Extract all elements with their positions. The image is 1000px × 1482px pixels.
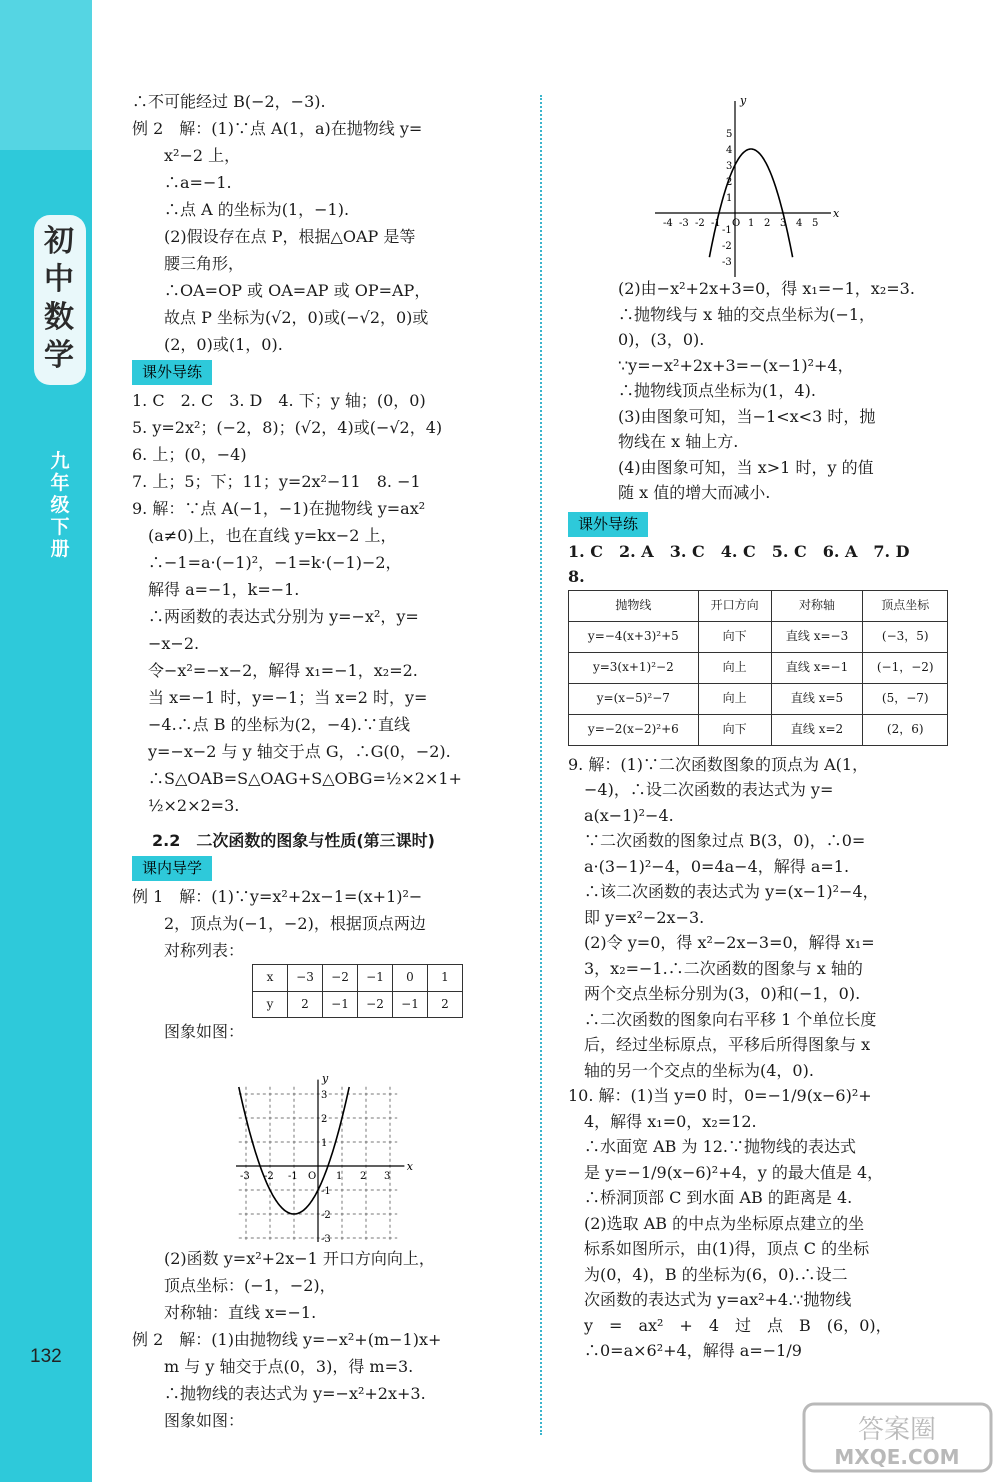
text-line: (2)假设存在点 P，根据△OAP 是等 xyxy=(132,227,416,246)
example1-text xyxy=(132,883,532,964)
text-line: ∴抛物线的表达式为 y=−x²+2x+3. xyxy=(132,1384,426,1403)
table-cell: 2 xyxy=(288,991,323,1018)
table-cell: 1 xyxy=(428,965,463,992)
table-cell: 0 xyxy=(393,965,428,992)
x-tick-label: -4 xyxy=(663,218,673,229)
x-tick-label: -3 xyxy=(240,1171,250,1182)
text-line: 后，经过坐标原点，平移后所得图象与 x xyxy=(568,1035,871,1054)
section-title: 2.2 二次函数的图象与性质(第三课时) xyxy=(152,831,435,850)
x-tick-label: 1 xyxy=(748,218,755,229)
table-cell: 直线 x=−3 xyxy=(771,621,863,652)
table-cell: y=−2(x−2)²+6 xyxy=(569,714,699,745)
table-cell: −1 xyxy=(358,965,393,992)
text-line: x²−2 上， xyxy=(132,146,241,165)
grade-char: 册 xyxy=(50,538,70,560)
y-tick-label: -1 xyxy=(722,225,732,236)
y-tick-label: 4 xyxy=(726,145,733,156)
text-line: 9. 解：∵点 A(−1，−1)在抛物线 y=ax² xyxy=(132,499,426,518)
text-line: 7. 上；5；下；11；y=2x²−11 8. −1 xyxy=(132,472,421,491)
page-number: 132 xyxy=(30,1346,62,1367)
right-top-text xyxy=(568,276,963,506)
table-header-cell: 对称轴 xyxy=(771,590,863,621)
q8-label: 8. xyxy=(568,567,585,586)
section-tag-in-class: 课内导学 xyxy=(132,856,212,881)
text-line: ∴a=−1. xyxy=(132,173,232,192)
table-cell: −1 xyxy=(323,991,358,1018)
y-tick-label: -1 xyxy=(321,1186,331,1197)
text-line: 2，顶点为(−1，−2)，根据顶点两边 xyxy=(132,914,426,933)
table-cell: 直线 x=5 xyxy=(771,683,863,714)
y-tick-label: -3 xyxy=(722,257,732,268)
svg-text:答案圈: 答案圈 xyxy=(857,1415,937,1445)
text-line: 随 x 值的增大而减小. xyxy=(618,483,771,502)
section-tag-extra-practice-2: 课外导练 xyxy=(568,512,648,537)
text-line: 10. 解：(1)当 y=0 时，0=−1/9(x−6)²+ xyxy=(568,1086,872,1105)
text-line: 例 1 解：(1)∵y=x²+2x−1=(x+1)²− xyxy=(132,887,423,906)
grade-char: 年 xyxy=(50,472,70,494)
text-line: ∴两函数的表达式分别为 y=−x²，y= xyxy=(132,607,419,626)
subject-char: 中 xyxy=(44,262,76,297)
parabola-graph-2 xyxy=(655,92,855,277)
x-axis-label: x xyxy=(833,207,840,220)
text-line: 轴的另一个交点的坐标为(4，0). xyxy=(568,1060,814,1080)
text-line: ∴该二次函数的表达式为 y=(x−1)²−4， xyxy=(568,882,879,901)
text-line: 0)，(3，0). xyxy=(618,330,705,349)
table-cell: (−3，5) xyxy=(863,621,948,652)
y-tick-label: 1 xyxy=(321,1138,328,1149)
x-tick-label: 2 xyxy=(360,1171,367,1182)
text-line: 是 y=−1/9(x−6)²+4，y 的最大值是 4， xyxy=(568,1162,884,1182)
table-cell: 向上 xyxy=(698,683,771,714)
text-line: 顶点坐标：(−1，−2)， xyxy=(132,1276,336,1295)
text-line: (a≠0)上，也在直线 y=kx−2 上， xyxy=(132,526,397,545)
text-line: 标系如图所示，由(1)得，顶点 C 的坐标 xyxy=(568,1239,870,1258)
y-tick-label: 3 xyxy=(321,1090,328,1101)
table-cell: (−1，−2) xyxy=(863,652,948,683)
text-line: −4)，∴设二次函数的表达式为 y= xyxy=(568,780,834,799)
text-line: (4)由图象可知，当 x>1 时，y 的值 xyxy=(618,457,874,477)
text-line: 9. 解：(1)∵二次函数图象的顶点为 A(1， xyxy=(568,754,869,774)
text-line: y=−x−2 与 y 轴交于点 G，∴G(0，−2). xyxy=(132,742,451,761)
text-line: 即 y=x²−2x−3. xyxy=(568,907,705,927)
x-tick-label: -1 xyxy=(711,218,721,229)
table-header-row xyxy=(569,590,948,621)
y-tick-label: 5 xyxy=(726,129,733,140)
text-line: 3，x₂=−1.∴二次函数的图象与 x 轴的 xyxy=(568,958,863,978)
table-cell: y xyxy=(253,991,288,1018)
y-tick-label: -2 xyxy=(722,241,732,252)
grade-label xyxy=(40,450,80,560)
sidebar-band xyxy=(0,0,92,150)
table-cell: y=(x−5)²−7 xyxy=(569,683,699,714)
text-line: 4，解得 x₁=0，x₂=12. xyxy=(568,1111,757,1131)
x-tick-label: -2 xyxy=(695,218,705,229)
y-tick-label: -3 xyxy=(321,1234,331,1242)
answers-line: 1. C 2. A 3. C 4. C 5. C 6. A 7. D xyxy=(568,541,910,561)
parabola-graph-1 xyxy=(236,1064,416,1242)
x-tick-label: 4 xyxy=(796,218,803,229)
watermark-logo xyxy=(800,1400,995,1475)
table-cell: 直线 x=2 xyxy=(771,714,863,745)
text-line: 当 x=−1 时，y=−1；当 x=2 时，y= xyxy=(132,688,428,707)
text-line: m 与 y 轴交于点(0，3)，得 m=3. xyxy=(132,1357,414,1376)
table-row xyxy=(253,965,463,992)
table-cell: −2 xyxy=(358,991,393,1018)
x-tick-label: -1 xyxy=(288,1171,298,1182)
table-cell: y=3(x+1)²−2 xyxy=(569,652,699,683)
text-line: ∴S△OAB=S△OAG+S△OBG=½×2×1+ xyxy=(132,769,462,788)
text-line: (2，0)或(1，0). xyxy=(132,335,283,354)
table-cell: x xyxy=(253,965,288,992)
text-line: ∵二次函数的图象过点 B(3，0)，∴0= xyxy=(568,831,866,850)
text-line: 解得 a=−1，k=−1. xyxy=(132,580,300,599)
table-cell: y=−4(x+3)²+5 xyxy=(569,621,699,652)
table-row xyxy=(569,652,948,683)
x-tick-label: 5 xyxy=(812,218,819,229)
table-cell: −2 xyxy=(323,965,358,992)
text-line: (3)由图象可知，当−1<x<3 时，抛 xyxy=(618,406,876,426)
left-top-text xyxy=(132,88,532,358)
text-line: a·(3−1)²−4，0=4a−4，解得 a=1. xyxy=(568,856,850,876)
y-axis-label: y xyxy=(740,94,747,108)
table-cell: −3 xyxy=(288,965,323,992)
table-row xyxy=(569,714,948,745)
x-tick-label: 3 xyxy=(384,1171,391,1182)
right-column xyxy=(568,276,963,1364)
text-line: ∴−1=a·(−1)²，−1=k·(−1)−2， xyxy=(132,553,402,572)
y-tick-label: 2 xyxy=(321,1114,328,1125)
text-line: 对称列表： xyxy=(132,941,245,960)
y-tick-label: 2 xyxy=(726,177,733,188)
subject-char: 初 xyxy=(44,224,76,259)
text-line: ∴OA=OP 或 OA=AP 或 OP=AP， xyxy=(132,281,431,300)
graph-caption: 图象如图： xyxy=(132,1022,245,1041)
text-line: 物线在 x 轴上方. xyxy=(618,432,739,451)
text-line: −x−2. xyxy=(132,634,200,653)
text-line: 5. y=2x²；(−2，8)；(√2，4)或(−√2，4) xyxy=(132,418,443,437)
y-axis-label: y xyxy=(322,1072,329,1085)
subject-label xyxy=(34,215,86,385)
table-cell: 向上 xyxy=(698,652,771,683)
table-header-cell: 顶点坐标 xyxy=(863,590,948,621)
table-header-cell: 抛物线 xyxy=(569,590,699,621)
column-divider xyxy=(540,95,542,1435)
table-header-cell: 开口方向 xyxy=(698,590,771,621)
y-tick-label: -2 xyxy=(321,1210,331,1221)
x-tick-label: 1 xyxy=(336,1171,343,1182)
text-line: 两个交点坐标分别为(3，0)和(−1，0). xyxy=(568,984,861,1003)
table-cell: 2 xyxy=(428,991,463,1018)
table-cell: 向下 xyxy=(698,714,771,745)
text-line: 对称轴：直线 x=−1. xyxy=(132,1303,317,1322)
table-cell: (5，−7) xyxy=(863,683,948,714)
x-axis-label: x xyxy=(406,1160,414,1173)
grade-char: 级 xyxy=(50,494,70,516)
value-table xyxy=(252,964,463,1018)
text-line: ∴不可能经过 B(−2，−3). xyxy=(132,92,326,111)
text-line: −4.∴点 B 的坐标为(2，−4).∵直线 xyxy=(132,715,410,734)
text-line: 6. 上；(0，−4) xyxy=(132,445,247,464)
text-line: (2)令 y=0，得 x²−2x−3=0，解得 x₁= xyxy=(568,933,875,952)
x-tick-label: O xyxy=(308,1171,317,1182)
text-line: ½×2×2=3. xyxy=(132,796,240,815)
subject-char: 学 xyxy=(44,338,76,373)
text-line: y = ax² + 4 过 点 B (6，0)， xyxy=(568,1315,892,1335)
subject-char: 数 xyxy=(44,300,76,335)
text-line: (2)选取 AB 的中点为坐标原点建立的坐 xyxy=(568,1213,865,1233)
grade-char: 下 xyxy=(50,516,70,538)
x-tick-label: 3 xyxy=(780,218,787,229)
x-tick-label: 2 xyxy=(764,218,771,229)
text-line: 腰三角形， xyxy=(132,254,245,273)
text-line: ∴0=a×6²+4，解得 a=−1/9 xyxy=(568,1341,802,1360)
section-tag-extra-practice: 课外导练 xyxy=(132,360,212,385)
table-cell: (2，6) xyxy=(863,714,948,745)
table-cell: 向下 xyxy=(698,621,771,652)
text-line: 令−x²=−x−2，解得 x₁=−1，x₂=2. xyxy=(132,661,418,680)
right-bottom-text xyxy=(568,752,963,1364)
table-cell: −1 xyxy=(393,991,428,1018)
text-line: ∴水面宽 AB 为 12.∵抛物线的表达式 xyxy=(568,1137,857,1156)
x-tick-label: -2 xyxy=(264,1171,274,1182)
text-line: 为(0，4)，B 的坐标为(6，0).∴设二 xyxy=(568,1264,848,1284)
text-line: ∴桥洞顶部 C 到水面 AB 的距离是 4. xyxy=(568,1188,853,1207)
table-cell: 直线 x=−1 xyxy=(771,652,863,683)
left-answers-text xyxy=(132,387,532,819)
text-line: ∴点 A 的坐标为(1，−1). xyxy=(132,200,350,219)
text-line: ∴抛物线顶点坐标为(1，4). xyxy=(618,381,816,400)
x-tick-label: -3 xyxy=(679,218,689,229)
text-line: 图象如图： xyxy=(132,1411,245,1430)
text-line: 例 2 解：(1)∵点 A(1，a)在抛物线 y= xyxy=(132,119,423,138)
text-line: 故点 P 坐标为(√2，0)或(−√2，0)或 xyxy=(132,308,429,327)
grade-char: 九 xyxy=(50,450,70,472)
x-tick-label: O xyxy=(732,218,741,229)
text-line: (2)由−x²+2x+3=0，得 x₁=−1，x₂=3. xyxy=(618,279,915,298)
left-bottom-text xyxy=(132,1245,532,1434)
y-tick-label: 3 xyxy=(726,161,733,172)
parabola-properties-table xyxy=(568,590,948,746)
text-line: 1. C 2. C 3. D 4. 下；y 轴；(0，0) xyxy=(132,391,426,410)
svg-text:MXQE.COM: MXQE.COM xyxy=(834,1445,960,1469)
text-line: ∴二次函数的图象向右平移 1 个单位长度 xyxy=(568,1009,877,1029)
text-line: ∵y=−x²+2x+3=−(x−1)²+4， xyxy=(618,355,854,375)
text-line: a(x−1)²−4. xyxy=(568,805,674,825)
text-line: 次函数的表达式为 y=ax²+4.∵抛物线 xyxy=(568,1290,852,1309)
y-tick-label: 1 xyxy=(726,193,733,204)
table-row xyxy=(569,621,948,652)
text-line: (2)函数 y=x²+2x−1 开口方向向上， xyxy=(132,1249,435,1268)
table-row xyxy=(253,991,463,1018)
text-line: ∴抛物线与 x 轴的交点坐标为(−1， xyxy=(618,304,876,324)
sidebar xyxy=(0,0,92,1482)
text-line: 例 2 解：(1)由抛物线 y=−x²+(m−1)x+ xyxy=(132,1330,442,1349)
table-row xyxy=(569,683,948,714)
